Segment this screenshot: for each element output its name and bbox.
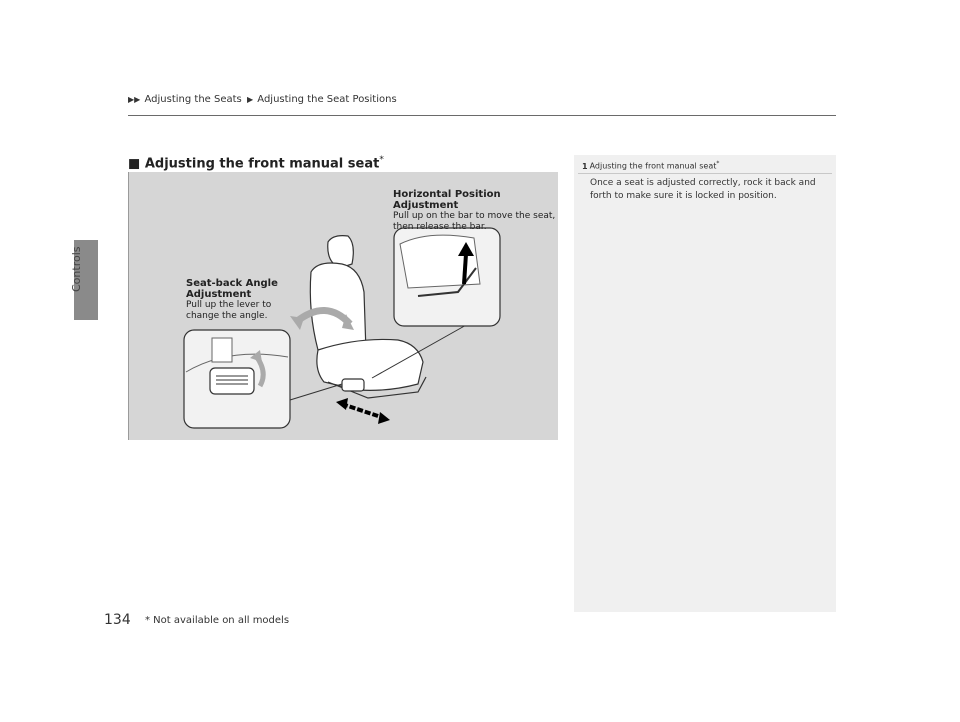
horizontal-adjust-label xyxy=(393,189,563,233)
page-number: 134 xyxy=(104,612,131,628)
horizontal-adjust-title: Horizontal Position Adjustment xyxy=(393,189,501,211)
seatback-adjust-title: Seat-back Angle Adjustment xyxy=(186,278,278,300)
footnote: * Not available on all models xyxy=(145,615,290,626)
seatback-adjust-label xyxy=(186,278,280,322)
notes-panel xyxy=(574,155,836,612)
notes-ref-number: 1 xyxy=(582,161,588,171)
seatback-adjust-desc: Pull up the lever to change the angle. xyxy=(186,300,272,321)
header-rule xyxy=(128,115,836,116)
section-heading-text: Adjusting the front manual seat xyxy=(144,156,380,172)
notes-body: Once a seat is adjusted correctly, rock it back and forth to make sure it is locked in position. xyxy=(590,178,816,201)
notes-asterisk: * xyxy=(716,160,720,167)
breadcrumb-arrow-icon: ▶▶ xyxy=(128,95,141,104)
notes-title-text: Adjusting the front manual seat xyxy=(589,161,717,171)
notes-title xyxy=(582,160,719,171)
section-heading xyxy=(128,155,384,171)
breadcrumb-level1[interactable]: Adjusting the Seats xyxy=(144,94,242,105)
heading-asterisk: * xyxy=(379,155,384,165)
seat-adjustment-figure xyxy=(128,172,558,440)
breadcrumb xyxy=(128,94,397,105)
breadcrumb-arrow-icon: ▶ xyxy=(246,95,254,104)
breadcrumb-level2[interactable]: Adjusting the Seat Positions xyxy=(257,94,397,105)
horizontal-adjust-desc: Pull up on the bar to move the seat, then release the bar. xyxy=(393,211,556,232)
notes-divider xyxy=(578,173,832,174)
section-tab-label: Controls xyxy=(70,246,83,292)
section-marker: ■ xyxy=(128,156,141,172)
